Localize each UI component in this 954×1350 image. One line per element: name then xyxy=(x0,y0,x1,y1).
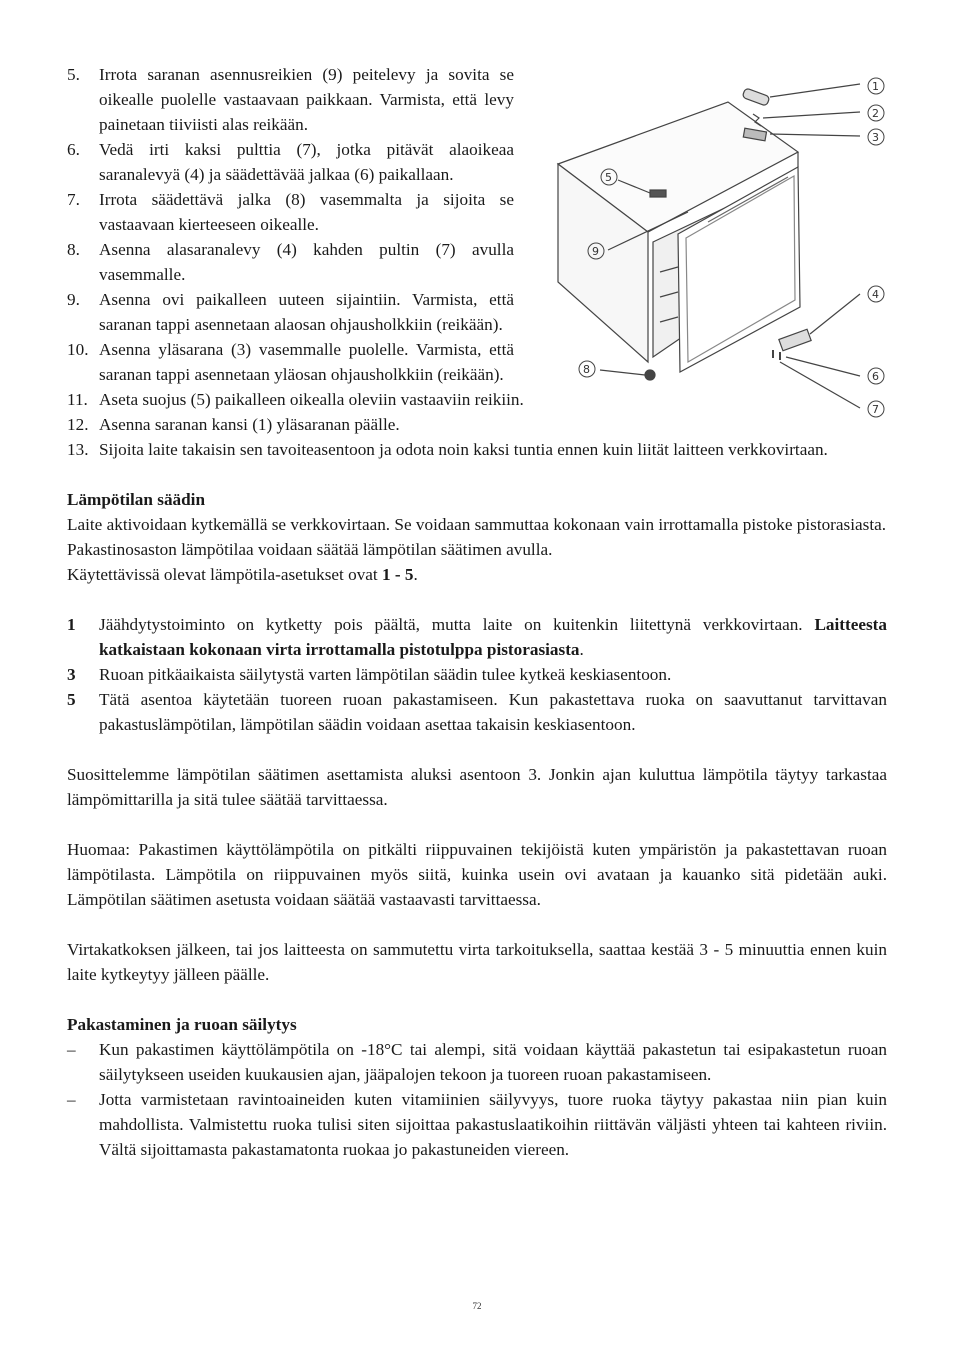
step-item: 13. Sijoita laite takaisin sen tavoiteasentoon ja odota noin kaksi tuntia ennen kuin liität laitteen verkkovirtaan. xyxy=(67,440,828,459)
step-item: 12. Asenna saranan kansi (1) yläsaranan päälle. xyxy=(67,415,400,434)
label-6: 6 xyxy=(872,370,879,383)
step-item: 10. Asenna yläsarana (3) vasemmalle puolelle. Varmista, että saranan tappi asennetaan yläosan ohjausholkkiin (reikään). xyxy=(67,340,514,384)
list-item: – Kun pakastimen käyttölämpötila on -18°C tai alempi, sitä voidaan käyttää pakastetun tai esipakastetun ruoan säilytykseen useiden kuukausien ajan, jääpalojen tekoon ja tuoreen ruoan pakastamiseen. xyxy=(67,1040,887,1084)
temp-heading: Lämpötilan säädin xyxy=(67,490,206,509)
setting-item: 5 Tätä asentoa käytetään tuoreen ruoan pakastamiseen. Kun pakastettava ruoka on saavuttanut tarvittavan pakastuslämpötilan, lämpötilan säädin voidaan asettaa takaisin keskiasentoon. xyxy=(67,690,887,734)
paragraph: Virtakatkoksen jälkeen, tai jos laitteesta on sammutettu virta tarkoituksella, saattaa kestää 3 - 5 minuuttia ennen kuin laite kytkeytyy jälleen päälle. xyxy=(67,940,887,984)
step-item: 7. Irrota säädettävä jalka (8) vasemmalta ja sijoita se vastaavaan kierteeseen oikealle. xyxy=(67,190,514,234)
step-item: 9. Asenna ovi paikalleen uuteen sijaintiin. Varmista, että saranan tappi asennetaan alaosan ohjausholkkiin (reikään). xyxy=(67,290,514,334)
freezer-door-diagram xyxy=(548,72,893,422)
step-item: 11. Aseta suojus (5) paikalleen oikealla oleviin vastaaviin reikiin. xyxy=(67,390,524,409)
hinge-cover-part xyxy=(742,88,770,106)
label-8: 8 xyxy=(583,363,590,376)
label-9: 9 xyxy=(592,245,599,258)
cover-part xyxy=(650,190,666,197)
storage-heading: Pakastaminen ja ruoan säilytys xyxy=(67,1015,297,1034)
paragraph: Pakastinosaston lämpötilaa voidaan säätää lämpötilan säätimen avulla. xyxy=(67,540,553,559)
label-7: 7 xyxy=(872,403,879,416)
paragraph: Käytettävissä olevat lämpötila-asetukset ovat 1 - 5. xyxy=(67,565,418,584)
paragraph: Suosittelemme lämpötilan säätimen asettamista aluksi asentoon 3. Jonkin ajan kuluttua lämpötila täytyy tarkastaa lämpömittarilla ja sitä tulee säätää tarvittaessa. xyxy=(67,765,887,809)
lower-hinge-plate xyxy=(779,329,811,351)
label-5: 5 xyxy=(605,171,612,184)
setting-item: 1 Jäähdytystoiminto on kytketty pois päältä, mutta laite on kuitenkin liitettynä verkkovirtaan. Laitteesta katkaistaan kokonaan virta irrottamalla pistotulppa pistorasiasta. xyxy=(67,615,887,659)
label-1: 1 xyxy=(872,80,879,93)
paragraph: Laite aktivoidaan kytkemällä se verkkovirtaan. Se voidaan sammuttaa kokonaan vain irrottamalla pistoke pistorasiasta. xyxy=(67,515,887,534)
list-item: – Jotta varmistetaan ravintoaineiden kuten vitamiinien säilyvyys, tuore ruoka täytyy pakastaa niin pian kuin mahdollista. Valmistettu ruoka tulisi siten sijoittaa pakastuslaatikoihin riittävän väljästi yhteen tai kahteen riviin. Vältä sijoittamasta pakastamatonta ruokaa jo pakastuneiden viereen. xyxy=(67,1090,887,1159)
paragraph: Huomaa: Pakastimen käyttölämpötila on pitkälti riippuvainen tekijöistä kuten ympäristön ja pakastettavan ruoan lämpötilasta. Lämpötila on riippuvainen myös siitä, kuinka usein ovi avataan ja kauanko sitä pidetään auki. Lämpötilan säätimen asetusta voidaan säätää vastaavasti tarvittaessa. xyxy=(67,840,887,909)
steps-narrow xyxy=(67,62,514,387)
adjustable-foot xyxy=(645,370,655,380)
step-item: 8. Asenna alasaranalevy (4) kahden pultin (7) avulla vasemmalle. xyxy=(67,240,514,284)
step-item: 6. Vedä irti kaksi pulttia (7), jotka pitävät alaoikeaa saranalevyä (4) ja säädettävää jalkaa (6) paikallaan. xyxy=(67,140,514,184)
page-number: 72 xyxy=(472,1301,482,1311)
label-2: 2 xyxy=(872,107,879,120)
setting-item: 3 Ruoan pitkäaikaista säilytystä varten lämpötilan säädin tulee kytkeä keskiasentoon. xyxy=(67,665,672,684)
label-3: 3 xyxy=(872,131,879,144)
step-item: 5. Irrota saranan asennusreikien (9) peitelevy ja sovita se oikealle puolelle vastaavaan paikkaan. Varmista, että levy painetaan tiiviisti alas reikään. xyxy=(67,65,514,134)
label-4: 4 xyxy=(872,288,879,301)
